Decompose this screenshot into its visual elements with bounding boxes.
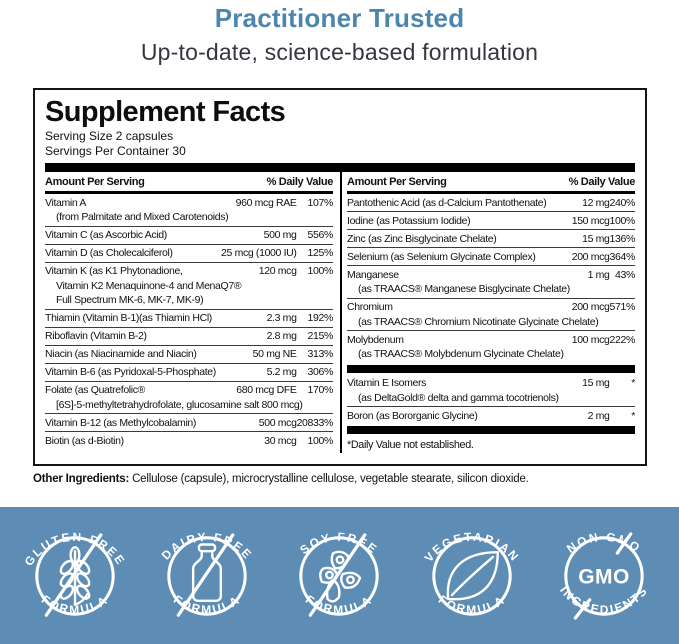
gmo-text-icon: GMO: [577, 565, 630, 589]
other-ingredients-label: Other Ingredients:: [33, 473, 130, 485]
nutrient-name: Biotin (as d-Biotin): [45, 432, 219, 450]
divider-bar: [347, 426, 635, 434]
nutrient-amount: 2.8 mg: [219, 327, 296, 345]
nutrient-amount: 120 mcg: [219, 262, 296, 280]
other-ingredients-text: Cellulose (capsule), microcrystalline cellulose, vegetable stearate, silicon dioxide.: [129, 473, 529, 485]
nutrient-daily-value: 100%: [297, 432, 333, 450]
nutrient-subline: [6S]-5-methyltetrahydrofolate, glucosamine salt 800 mcg): [56, 398, 303, 411]
table-row: [347, 298, 635, 316]
nutrient-amount: 680 mcg DFE: [219, 381, 296, 399]
nutrient-daily-value: 107%: [307, 196, 333, 209]
svg-text:FORMULA: FORMULA: [39, 591, 112, 617]
nutrient-subline: (as DeltaGold® delta and gamma tocotrienols): [358, 391, 559, 404]
nutrient-name: Vitamin B-12 (as Methylcobalamin): [45, 414, 219, 432]
nutrient-name: Chromium: [347, 298, 565, 316]
daily-value-footnote: *Daily Value not established.: [347, 439, 474, 451]
nutrient-name: Manganese: [347, 266, 565, 284]
nutrient-name: Riboflavin (Vitamin B-2): [45, 327, 219, 345]
table-row: [347, 424, 635, 436]
certification-band: [0, 507, 679, 644]
table-row: [45, 327, 333, 345]
nutrient-amount: 960 mcg RAE: [235, 196, 297, 209]
svg-text:FORMULA: FORMULA: [435, 591, 508, 617]
page-subtitle: Up-to-date, science-based formulation: [140, 39, 539, 65]
nutrient-amount: 25 mcg (1000 IU): [219, 244, 296, 262]
table-row: [45, 309, 333, 327]
divider-bar: [45, 163, 635, 172]
facts-table-left: [45, 172, 333, 449]
column-header-amount: Amount Per Serving: [347, 172, 565, 193]
other-ingredients: [33, 473, 647, 485]
nutrient-name: Selenium (as Selenium Glycinate Complex): [347, 248, 565, 266]
nutrient-subline: (from Palmitate and Mixed Carotenoids): [56, 211, 229, 223]
supplement-facts-panel: [33, 88, 647, 466]
nutrient-amount: 150 mcg: [565, 212, 610, 230]
supplement-facts-title: Supplement Facts: [45, 96, 286, 128]
nutrient-daily-value: 306%: [297, 363, 333, 381]
nutrient-name: Vitamin A: [45, 196, 87, 209]
nutrient-amount: 12 mg: [582, 196, 610, 209]
svg-text:INGREDIENTS: INGREDIENTS: [556, 582, 651, 617]
badge-vegetarian: [409, 513, 535, 639]
facts-column-left: [45, 172, 333, 453]
nutrient-name: Iodine (as Potassium Iodide): [347, 212, 565, 230]
nutrient-daily-value: 125%: [297, 244, 333, 262]
facts-columns: [45, 172, 635, 453]
table-row: [347, 193, 635, 212]
column-header-amount: Amount Per Serving: [45, 172, 219, 193]
table-row: [347, 331, 635, 349]
nutrient-subline: (as TRAACS® Molybdenum Glycinate Chelate): [358, 348, 564, 360]
nutrient-name: Vitamin K (as K1 Phytonadione,: [45, 262, 219, 280]
svg-text:FORMULA: FORMULA: [303, 591, 376, 617]
divider-bar: [347, 365, 635, 373]
nutrient-name: Vitamin E Isomers: [347, 377, 427, 389]
nutrient-amount: 200 mcg: [565, 298, 610, 316]
badge-dairy-free: [144, 513, 270, 639]
badge-gluten-free: [12, 513, 138, 639]
table-row: [347, 248, 635, 266]
nutrient-name: Thiamin (Vitamin B-1)(as Thiamin HCl): [45, 309, 219, 327]
nutrient-amount: 30 mcg: [219, 432, 296, 450]
nutrient-amount: 50 mg NE: [219, 345, 296, 363]
table-row: [45, 193, 333, 212]
svg-text:SOY FREE: SOY FREE: [297, 529, 382, 557]
table-row: [45, 226, 333, 244]
nutrient-amount: 2 mg: [565, 407, 610, 425]
nutrient-daily-value: 20833%: [297, 414, 333, 432]
nutrient-daily-value: 364%: [610, 248, 635, 266]
nutrient-amount: 2.3 mg: [219, 309, 296, 327]
servings-per-container: Servings Per Container 30: [45, 144, 186, 158]
table-row: [347, 212, 635, 230]
nutrient-daily-value: *: [631, 377, 635, 389]
nutrient-daily-value: 100%: [610, 212, 635, 230]
nutrient-subline: Full Spectrum MK-6, MK-7, MK-9): [56, 294, 204, 306]
svg-text:DAIRY FREE: DAIRY FREE: [158, 529, 256, 563]
nutrient-daily-value: 170%: [297, 381, 333, 399]
leaf-icon: [447, 552, 497, 599]
table-row: [45, 432, 333, 450]
svg-text:NON GMO: NON GMO: [563, 529, 644, 556]
nutrient-name: Pantothenic Acid (as d-Calcium Pantothenate): [347, 196, 547, 209]
nutrient-daily-value: 136%: [610, 230, 635, 248]
badge-non-gmo: [541, 513, 667, 639]
nutrient-amount: 15 mg: [565, 230, 610, 248]
serving-size: Serving Size 2 capsules: [45, 129, 174, 143]
table-row: [347, 407, 635, 425]
page-title: Practitioner Trusted: [214, 3, 465, 33]
nutrient-subline: (as TRAACS® Manganese Bisglycinate Chelate): [358, 283, 570, 295]
nutrient-name: Boron (as Bororganic Glycine): [347, 407, 565, 425]
nutrient-amount: 15 mg: [582, 377, 610, 389]
nutrient-daily-value: 240%: [609, 196, 635, 209]
nutrient-daily-value: 556%: [297, 226, 333, 244]
table-row: [347, 363, 635, 375]
nutrient-name: Vitamin B-6 (as Pyridoxal-5-Phosphate): [45, 363, 219, 381]
nutrient-amount: 500 mcg: [219, 414, 296, 432]
nutrient-name: Zinc (as Zinc Bisglycinate Chelate): [347, 230, 565, 248]
nutrient-daily-value: 571%: [610, 298, 635, 316]
nutrient-daily-value: 313%: [297, 345, 333, 363]
nutrient-amount: 200 mcg: [565, 248, 610, 266]
nutrient-daily-value: 192%: [297, 309, 333, 327]
table-row: [45, 244, 333, 262]
nutrient-name: Vitamin D (as Cholecalciferol): [45, 244, 219, 262]
nutrient-name: Molybdenum: [347, 331, 565, 349]
nutrient-name: Folate (as Quatrefolic®: [45, 381, 219, 399]
nutrient-daily-value: *: [610, 407, 635, 425]
table-row: [45, 381, 333, 399]
nutrient-daily-value: 215%: [297, 327, 333, 345]
table-row: [45, 345, 333, 363]
nutrient-subline: Vitamin K2 Menaquinone-4 and MenaQ7®: [56, 279, 242, 292]
table-row: [347, 375, 635, 392]
table-row: [45, 262, 333, 280]
nutrient-subline: (as TRAACS® Chromium Nicotinate Glycinate Chelate): [358, 315, 599, 328]
nutrient-daily-value: 43%: [610, 266, 635, 284]
svg-text:GLUTEN FREE: GLUTEN FREE: [21, 529, 129, 568]
svg-text:FORMULA: FORMULA: [171, 591, 244, 617]
column-header-dv: % Daily Value: [219, 172, 333, 193]
table-row: [347, 230, 635, 248]
facts-table-right: [347, 172, 635, 453]
table-row: [45, 414, 333, 432]
table-row: [45, 363, 333, 381]
svg-text:VEGETARIAN: VEGETARIAN: [421, 529, 523, 565]
facts-column-right: [347, 172, 635, 453]
nutrient-name: Niacin (as Niacinamide and Niacin): [45, 345, 219, 363]
nutrient-amount: 100 mcg: [565, 331, 610, 349]
column-header-dv: % Daily Value: [565, 172, 635, 193]
table-row: [347, 266, 635, 284]
table-row: [347, 436, 635, 453]
column-divider: [340, 172, 342, 453]
nutrient-amount: 1 mg: [565, 266, 610, 284]
nutrient-daily-value: 100%: [297, 262, 333, 280]
nutrient-amount: 500 mg: [219, 226, 296, 244]
nutrient-daily-value: 222%: [610, 331, 635, 349]
nutrient-name: Vitamin C (as Ascorbic Acid): [45, 226, 219, 244]
nutrient-amount: 5.2 mg: [219, 363, 296, 381]
badge-soy-free: [276, 513, 402, 639]
